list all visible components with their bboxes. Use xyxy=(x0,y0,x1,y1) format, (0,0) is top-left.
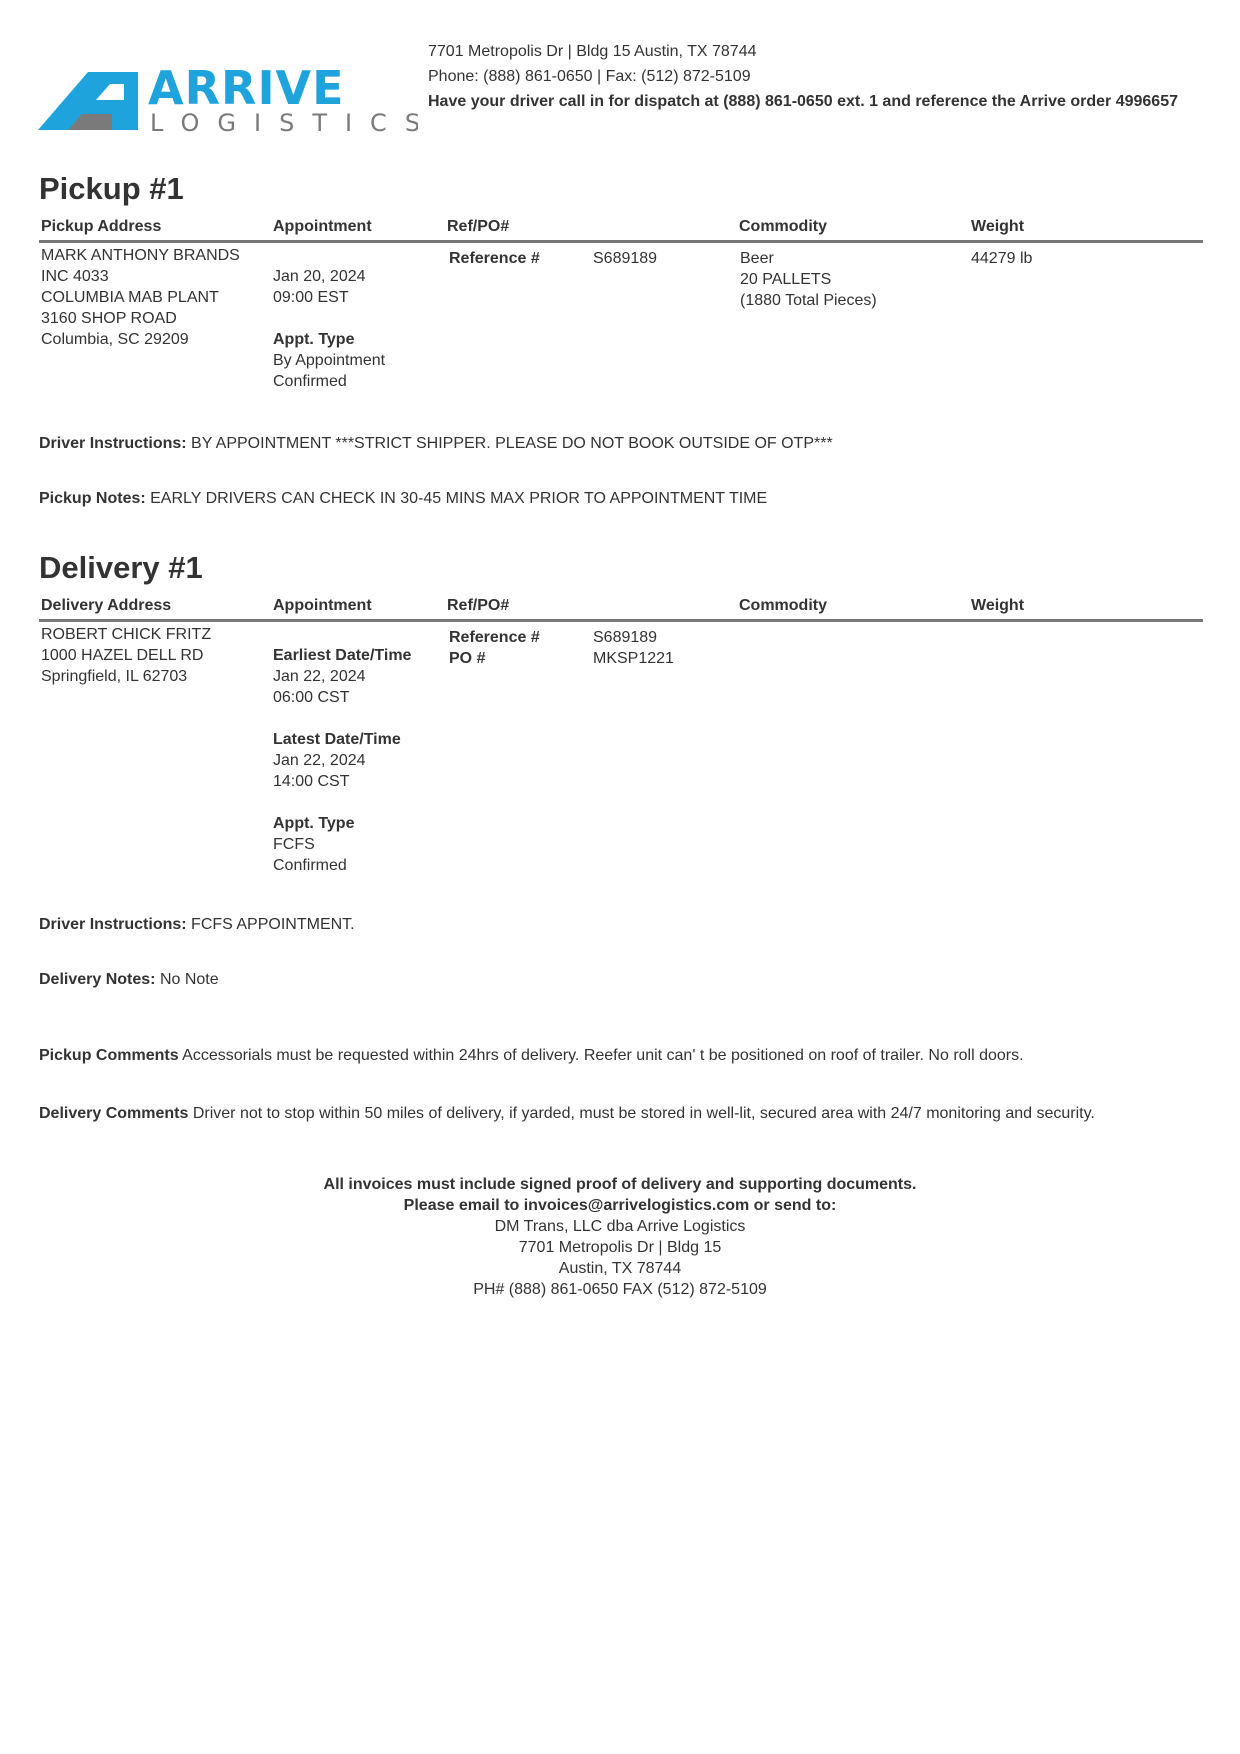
delivery-driver-instructions: Driver Instructions: FCFS APPOINTMENT. xyxy=(39,916,355,933)
latest-time: 14:00 CST xyxy=(273,773,350,790)
pickup-address: MARK ANTHONY BRANDS INC 4033 COLUMBIA MAB PLANT 3160 SHOP ROAD Columbia, SC 29209 xyxy=(41,247,240,348)
footer-line-4: 7701 Metropolis Dr | Bldg 15 xyxy=(518,1239,722,1256)
company-header xyxy=(428,39,1188,114)
appt-type: By Appointment xyxy=(273,352,386,369)
col-delivery-address: Delivery Address xyxy=(41,597,172,614)
latest-label: Latest Date/Time xyxy=(273,731,401,748)
col-pickup-address: Pickup Address xyxy=(41,218,162,235)
pickup-commodity: Beer 20 PALLETS (1880 Total Pieces) xyxy=(740,250,877,309)
delivery-comments: Delivery Comments Driver not to stop within 50 miles of delivery, if yarded, must be stored in well-lit, secured area with 24/7 monitoring and security. xyxy=(39,1105,1095,1122)
footer-line-2: Please email to invoices@arrivelogistics.com or send to: xyxy=(403,1197,837,1214)
pickup-table xyxy=(39,216,1203,390)
company-address: 7701 Metropolis Dr | Bldg 15 Austin, TX 78744 xyxy=(428,43,757,60)
earliest-date: Jan 22, 2024 xyxy=(273,668,366,685)
delivery-ref-values: S689189 MKSP1221 xyxy=(593,629,674,667)
appt-status: Confirmed xyxy=(273,857,347,874)
appt-time: 09:00 EST xyxy=(273,289,349,306)
appt-type-label: Appt. Type xyxy=(273,331,355,348)
appt-date: Jan 20, 2024 xyxy=(273,268,366,285)
delivery-appointment xyxy=(273,645,411,876)
delivery-address: ROBERT CHICK FRITZ 1000 HAZEL DELL RD Springfield, IL 62703 xyxy=(41,626,212,685)
delivery-table-header xyxy=(39,595,1203,622)
delivery-ref-labels: Reference # PO # xyxy=(449,629,540,667)
col-commodity: Commodity xyxy=(739,597,827,614)
pickup-driver-instructions: Driver Instructions: BY APPOINTMENT ***STRICT SHIPPER. PLEASE DO NOT BOOK OUTSIDE OF OTP*** xyxy=(39,435,833,452)
arrive-logistics-logo xyxy=(38,64,418,138)
pickup-title: Pickup #1 xyxy=(39,171,184,206)
footer-line-3: DM Trans, LLC dba Arrive Logistics xyxy=(494,1218,746,1235)
delivery-title: Delivery #1 xyxy=(39,550,203,585)
appt-status: Confirmed xyxy=(273,373,347,390)
pickup-comments: Pickup Comments Accessorials must be requested within 24hrs of delivery. Reefer unit can' t be positioned on roof of trailer. No roll doors. xyxy=(39,1047,1024,1064)
pickup-table-header xyxy=(39,216,1203,243)
delivery-notes: Delivery Notes: No Note xyxy=(39,971,219,988)
appt-type: FCFS xyxy=(273,836,315,853)
earliest-time: 06:00 CST xyxy=(273,689,350,706)
col-ref-po: Ref/PO# xyxy=(447,218,510,235)
pickup-weight: 44279 lb xyxy=(971,250,1033,267)
footer-line-1: All invoices must include signed proof of delivery and supporting documents. xyxy=(323,1176,917,1193)
dispatch-note: Have your driver call in for dispatch at (888) 861-0650 ext. 1 and reference the Arrive order 4996657 xyxy=(428,93,1178,110)
col-weight: Weight xyxy=(971,597,1025,614)
svg-text:LOGISTICS: LOGISTICS xyxy=(150,109,418,137)
footer-line-6: PH# (888) 861-0650 FAX (512) 872-5109 xyxy=(473,1281,767,1298)
delivery-table xyxy=(39,595,1203,874)
pickup-appointment xyxy=(273,266,385,392)
pickup-notes: Pickup Notes: EARLY DRIVERS CAN CHECK IN 30-45 MINS MAX PRIOR TO APPOINTMENT TIME xyxy=(39,490,768,507)
company-phone-fax: Phone: (888) 861-0650 | Fax: (512) 872-5109 xyxy=(428,68,751,85)
col-commodity: Commodity xyxy=(739,218,827,235)
latest-date: Jan 22, 2024 xyxy=(273,752,366,769)
pickup-ref-label: Reference # xyxy=(449,250,540,267)
pickup-ref-value: S689189 xyxy=(593,250,658,267)
svg-text:ARRIVE: ARRIVE xyxy=(148,64,345,115)
col-appointment: Appointment xyxy=(273,597,372,614)
footer-line-5: Austin, TX 78744 xyxy=(558,1260,682,1277)
earliest-label: Earliest Date/Time xyxy=(273,647,412,664)
col-ref-po: Ref/PO# xyxy=(447,597,510,614)
invoice-footer xyxy=(0,1174,1240,1300)
appt-type-label: Appt. Type xyxy=(273,815,355,832)
col-appointment: Appointment xyxy=(273,218,372,235)
col-weight: Weight xyxy=(971,218,1025,235)
